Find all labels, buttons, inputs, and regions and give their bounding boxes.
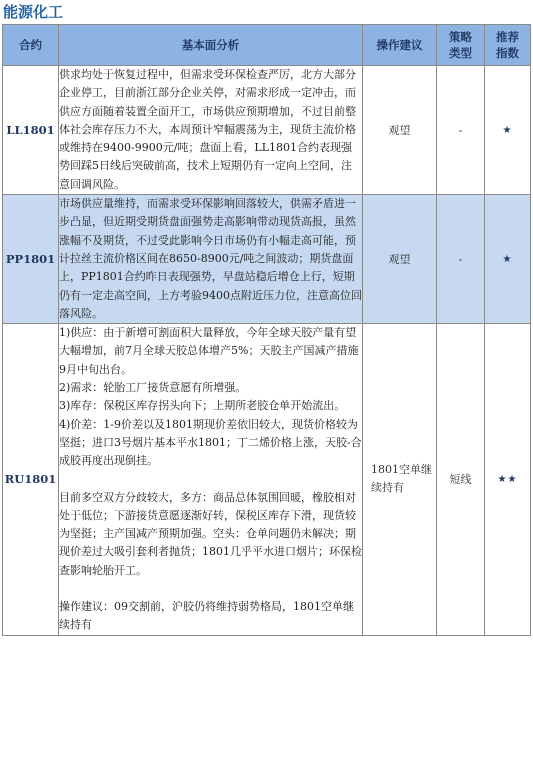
advice-cell: 1801空单继续持有	[363, 324, 437, 635]
header-rating	[485, 25, 531, 66]
contract-cell: PP1801	[3, 195, 59, 324]
strategy-type-cell: -	[437, 66, 485, 195]
header-rating-line2: 指数	[496, 46, 519, 60]
strategy-type-cell: 短线	[437, 324, 485, 635]
rating-stars: ★	[485, 195, 531, 324]
analysis-paragraph-spread: 4)价差：1-9价差以及1801期现价差依旧较大，现货价格较为坚挺；进口3号烟片基本平水1801；丁二烯价格上涨，天胶-合成胶再度出现倒挂。	[59, 417, 362, 468]
analysis-paragraph-inventory: 3)库存：保税区库存拐头向下；上期所老胶仓单开始流出。	[59, 399, 346, 413]
recommendation-table	[2, 24, 531, 636]
strategy-type-cell: -	[437, 195, 485, 324]
header-strategy-type-line2: 类型	[449, 46, 472, 60]
analysis-cell: 市场供应量维持，而需求受环保影响回落较大，供需矛盾进一步凸显，但近期受期货盘面强势走高影响带动现货高报，虽然涨幅不及期货，不过受此影响今日市场仍有小幅走高可能，预计拉丝主流价格区间在8650-8900元/吨之间波动；期货盘面上，PP1801合约昨日表现强势，早盘站稳后增仓上行，短期仍有一定走高空间，上方考验9400点附近压力位，注意高位回落风险。	[59, 195, 363, 324]
analysis-paragraph-outlook: 目前多空双方分歧较大，多方：商品总体氛围回暖，橡胶相对处于低位；下游接货意愿逐渐好转，保税区库存下滑，现货较为坚挺；主产国减产预期加强。空头：仓单问题仍未解决；期现价差过大吸引套利者抛货；1801几乎平水进口烟片；环保检查影响轮胎开工。	[59, 490, 362, 577]
analysis-paragraph-advice: 操作建议：09交割前，沪胶仍将维持弱势格局，1801空单继续持有	[59, 600, 354, 632]
table-row-ll1801	[3, 66, 531, 195]
contract-cell: RU1801	[3, 324, 59, 635]
analysis-cell	[59, 324, 363, 635]
analysis-cell: 供求均处于恢复过程中，但需求受环保检查严厉，北方大部分企业停工，目前浙江部分企业关停，对需求形成一定冲击，而供应方面随着装置全面开工，市场供应预期增加，不过目前整体社会库存压力不大，本周预计窄幅震荡为主，现货主流价格或维持在9400-9900元/吨；盘面上看，LL1801合约表现强势回踩5日线后突破前高，技术上短期仍有一定向上空间，注意回调风险。	[59, 66, 363, 195]
advice-cell: 观望	[363, 195, 437, 324]
analysis-paragraph-demand: 2)需求：轮胎工厂接货意愿有所增强。	[59, 381, 247, 395]
rating-stars: ★★	[485, 324, 531, 635]
table-row-ru1801	[3, 324, 531, 635]
contract-cell: LL1801	[3, 66, 59, 195]
header-analysis: 基本面分析	[59, 25, 363, 66]
advice-cell: 观望	[363, 66, 437, 195]
analysis-paragraph-supply: 1)供应：由于新增可割面积大量释放，今年全球天胶产量有望大幅增加，前7月全球天胶总体增产5%；天胶主产国减产措施9月中旬出台。	[59, 326, 359, 376]
header-rating-line1: 推荐	[496, 30, 519, 44]
rating-stars: ★	[485, 66, 531, 195]
header-strategy-type-line1: 策略	[449, 30, 472, 44]
header-advice: 操作建议	[363, 25, 437, 66]
header-contract: 合约	[3, 25, 59, 66]
section-title: 能源化工	[3, 3, 64, 21]
table-row-pp1801	[3, 195, 531, 324]
header-strategy-type	[437, 25, 485, 66]
header-row	[3, 25, 531, 66]
